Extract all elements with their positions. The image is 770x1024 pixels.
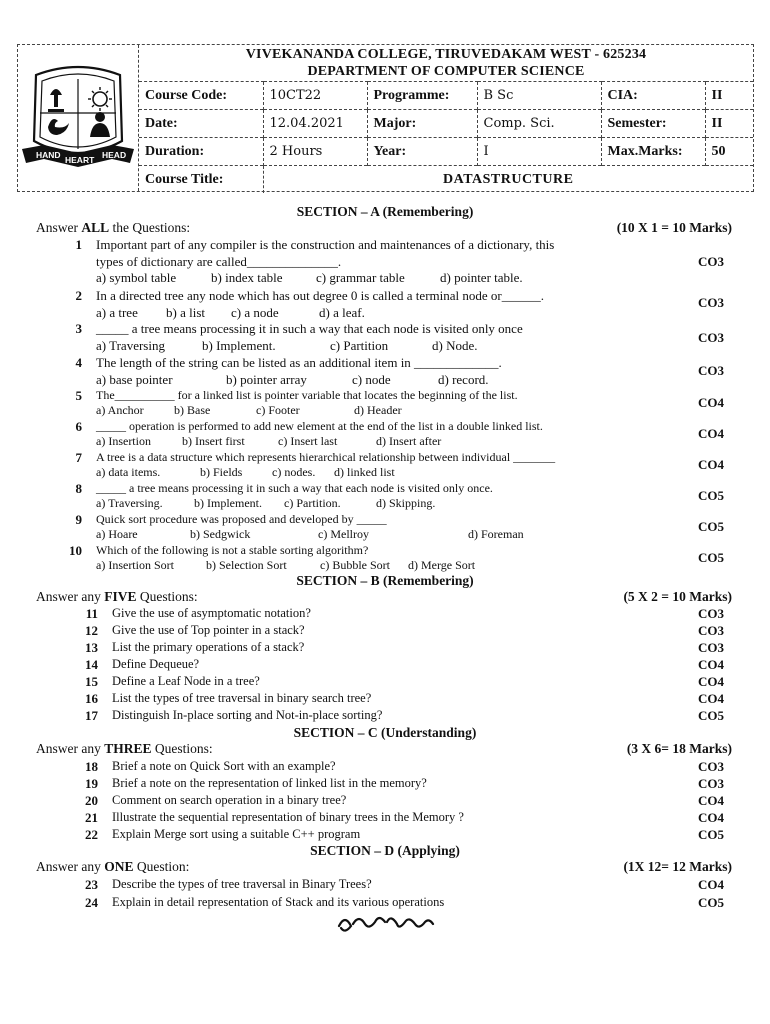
option: d) Header [354,403,402,417]
question-text: Explain in detail representation of Stack and its various operations [112,895,445,909]
question-item [80,622,730,639]
logo-text: HEART [65,155,95,165]
course-outcome: CO3 [698,363,724,378]
course-title-value: DATASTRUCTURE [263,166,753,194]
option: a) symbol table [96,270,177,285]
question-number: 4 [75,355,82,370]
option: a) Hoare [96,527,138,541]
cia-label: CIA: [601,82,705,110]
course-outcome: CO5 [698,827,724,842]
question-item [38,419,724,451]
section-b-marks: (5 X 2 = 10 Marks) [623,589,732,604]
college-title-block [139,45,753,82]
question-options [96,403,676,418]
option: c) Footer [256,403,300,417]
question-text: The length of the string can be listed as an additional item in _____________. [96,355,502,370]
section-d-heading: SECTION – D (Applying) [310,843,460,858]
question-item [80,792,730,809]
logo-text: HAND [36,150,61,160]
option: b) Fields [200,465,243,479]
question-item [80,673,730,690]
question-item [38,481,724,513]
option: b) Sedgwick [190,527,251,541]
section-a-heading: SECTION – A (Remembering) [296,204,474,219]
question-text: Brief a note on the representation of linked list in the memory? [112,776,427,790]
question-item [38,355,724,389]
question-number: 17 [85,708,98,723]
section-b-heading: SECTION – B (Remembering) [296,573,474,588]
course-outcome: CO3 [698,759,724,774]
option: b) Insert first [182,434,245,448]
course-code-value: 10CT22 [263,82,367,110]
question-text: Define a Leaf Node in a tree? [112,674,260,688]
question-options [96,305,676,322]
question-text: List the primary operations of a stack? [112,640,305,654]
question-text: _____ operation is performed to add new element at the end of the list in a double linked list. [96,419,543,433]
question-item [38,512,724,544]
question-item [80,775,730,792]
option: c) nodes. [272,465,316,479]
option: d) record. [438,371,489,387]
question-number: 1 [75,237,82,252]
option: c) Partition [330,337,389,353]
question-item [38,543,724,575]
course-outcome: CO5 [698,895,724,910]
option: a) Traversing [96,337,165,353]
major-value: Comp. Sci. [477,110,601,138]
question-options [96,372,676,389]
question-number: 23 [85,877,98,892]
question-number: 24 [85,895,98,910]
programme-label: Programme: [367,82,477,110]
option: a) base pointer [96,371,173,387]
question-number: 19 [85,776,98,791]
option: a) Anchor [96,403,144,417]
course-outcome: CO3 [698,330,724,345]
question-text: Explain Merge sort using a suitable C++ program [112,827,361,841]
department-name: DEPARTMENT OF COMPUTER SCIENCE [307,64,585,79]
section-a-marks: (10 X 1 = 10 Marks) [616,220,732,235]
course-outcome: CO4 [698,691,724,706]
question-item [80,656,730,673]
question-text: Describe the types of tree traversal in Binary Trees? [112,877,372,891]
course-outcome: CO4 [698,674,724,689]
question-item [38,288,724,322]
question-options [96,338,676,355]
course-outcome: CO4 [698,877,724,892]
course-outcome: CO5 [698,519,724,534]
college-name: VIVEKANANDA COLLEGE, TIRUVEDAKAM WEST - 625234 [245,47,647,62]
question-text: Give the use of Top pointer in a stack? [112,623,305,637]
question-number: 21 [85,810,98,825]
option: a) a tree [96,304,138,320]
option: c) Insert last [278,434,338,448]
question-item [38,321,724,355]
question-number: 6 [75,419,82,434]
option: b) Base [174,403,211,417]
option: c) Bubble Sort [320,558,390,572]
college-logo [18,45,139,191]
option: d) Node. [432,337,478,353]
question-text: _____ a tree means processing it in such a way that each node is visited only once. [96,481,493,495]
option: c) Partition. [284,496,341,510]
option: d) Skipping. [376,496,436,510]
question-item [80,639,730,656]
question-number: 12 [85,623,98,638]
course-outcome: CO3 [698,254,724,269]
question-options [96,434,676,449]
course-outcome: CO4 [698,657,724,672]
course-outcome: CO5 [698,550,724,565]
question-text: A tree is a data structure which represents hierarchical relationship between individual _______ [96,450,556,464]
question-text: The__________ for a linked list is pointer variable that locates the beginning of the list. [96,388,518,402]
question-number: 14 [85,657,98,672]
end-ornament-icon [335,910,445,936]
duration-label: Duration: [139,138,263,166]
section-c-marks: (3 X 6= 18 Marks) [626,741,732,756]
option: d) Foreman [468,527,524,541]
course-outcome: CO4 [698,395,724,410]
date-label: Date: [139,110,263,138]
option: d) Insert after [376,434,442,448]
question-text: Important part of any compiler is the construction and maintenances of a dictionary, this [96,237,555,252]
major-label: Major: [367,110,477,138]
option: c) Mellroy [318,527,369,541]
option: d) Merge Sort [408,558,476,572]
section-a-instructions: Answer ALL the Questions: [36,220,191,235]
option: b) index table [211,270,283,285]
question-text: List the types of tree traversal in binary search tree? [112,691,372,705]
option: b) a list [166,304,205,320]
question-text: _____ a tree means processing it in such a way that each node is visited only once [96,321,523,336]
option: d) linked list [334,465,395,479]
question-item [80,605,730,622]
course-outcome: CO3 [698,640,724,655]
question-text: Quick sort procedure was proposed and developed by _____ [96,512,387,526]
question-item [38,237,724,287]
course-code-label: Course Code: [139,82,263,110]
semester-label: Semester: [601,110,705,138]
section-d-instructions: Answer any ONE Question: [36,859,190,874]
option: b) Selection Sort [206,558,287,572]
max-marks-value: 50 [705,138,753,166]
question-item [80,707,730,724]
question-text: Give the use of asymptomatic notation? [112,606,311,620]
question-number: 18 [85,759,98,774]
question-options [96,465,676,480]
course-info-table [139,81,753,193]
question-number: 5 [75,388,82,403]
section-b-instructions: Answer any FIVE Questions: [36,589,198,604]
year-label: Year: [367,138,477,166]
question-text: types of dictionary are called______________. [96,253,342,269]
question-options [96,527,676,542]
option: c) node [352,371,391,387]
question-item [80,894,730,911]
question-text: Comment on search operation in a binary tree? [112,793,347,807]
question-number: 9 [75,512,82,527]
course-outcome: CO3 [698,623,724,638]
option: b) Implement. [202,337,276,353]
question-options [96,558,676,573]
course-outcome: CO4 [698,793,724,808]
question-text: Brief a note on Quick Sort with an example? [112,759,336,773]
question-item [38,450,724,482]
question-item [38,388,724,420]
section-c-instructions: Answer any THREE Questions: [36,741,213,756]
course-outcome: CO3 [698,295,724,310]
question-number: 22 [85,827,98,842]
question-text: Distinguish In-place sorting and Not-in-place sorting? [112,708,383,722]
question-number: 13 [85,640,98,655]
option: a) Insertion [96,434,151,448]
question-item [80,690,730,707]
college-emblem-icon [18,45,138,191]
question-number: 3 [75,321,82,336]
course-outcome: CO4 [698,810,724,825]
question-number: 10 [69,543,82,558]
option: a) Insertion Sort [96,558,174,572]
section-d-marks: (1X 12= 12 Marks) [623,859,732,874]
question-text: Define Dequeue? [112,657,200,671]
question-item [80,758,730,775]
option: a) data items. [96,465,161,479]
exam-header [17,44,754,192]
question-text: Which of the following is not a stable sorting algorithm? [96,543,369,557]
duration-value: 2 Hours [263,138,367,166]
section-c-heading: SECTION – C (Understanding) [293,725,477,740]
programme-value: B Sc [477,82,601,110]
question-item [80,809,730,826]
question-item [80,826,730,843]
year-value: I [477,138,601,166]
course-outcome: CO4 [698,457,724,472]
semester-value: II [705,110,753,138]
option: a) Traversing. [96,496,163,510]
question-number: 7 [75,450,82,465]
course-outcome: CO3 [698,776,724,791]
course-title-label: Course Title: [139,166,263,194]
course-outcome: CO4 [698,426,724,441]
question-number: 8 [75,481,82,496]
question-options [96,496,676,511]
course-outcome: CO5 [698,708,724,723]
question-item [80,876,730,893]
option: d) a leaf. [319,304,365,320]
cia-value: II [705,82,753,110]
date-value: 12.04.2021 [263,110,367,138]
question-number: 20 [85,793,98,808]
course-outcome: CO3 [698,606,724,621]
question-text: In a directed tree any node which has out degree 0 is called a terminal node or______. [96,288,544,303]
course-outcome: CO5 [698,488,724,503]
logo-text: HEAD [102,150,127,160]
option: c) a node [231,304,279,320]
question-number: 11 [85,606,98,621]
option: b) pointer array [226,371,307,387]
question-number: 16 [85,691,98,706]
question-options [96,270,676,287]
option: b) Implement. [194,496,262,510]
max-marks-label: Max.Marks: [601,138,705,166]
option: d) pointer table. [440,270,523,285]
option: c) grammar table [316,270,405,285]
question-number: 15 [85,674,98,689]
question-text: Illustrate the sequential representation of binary trees in the Memory ? [112,810,464,824]
question-number: 2 [75,288,82,303]
